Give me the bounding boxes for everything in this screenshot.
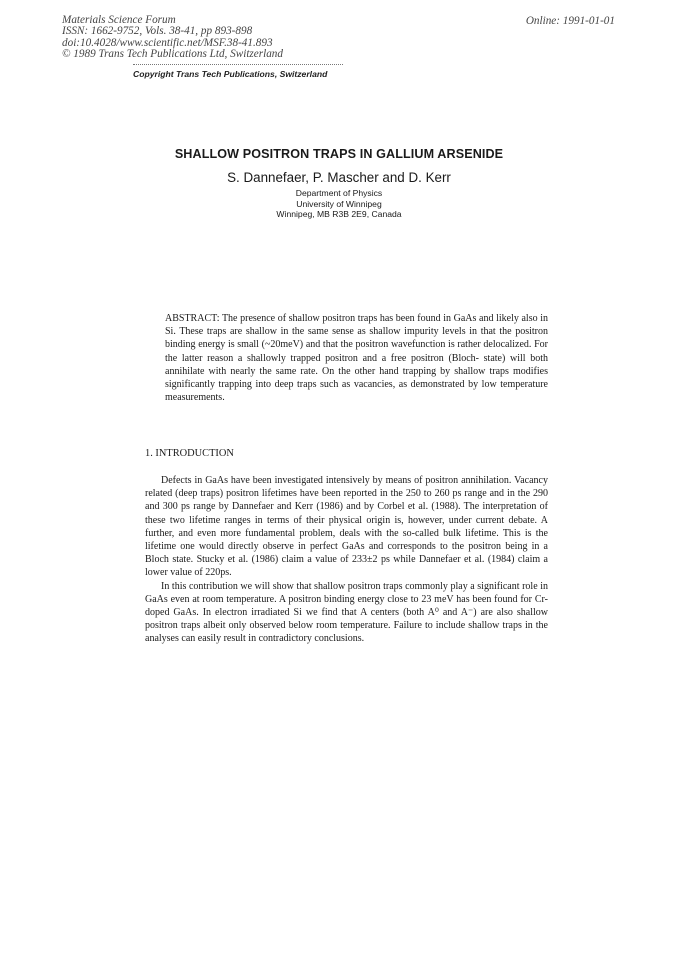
copyright-line: © 1989 Trans Tech Publications Ltd, Switzerland: [62, 48, 283, 61]
issn-line: ISSN: 1662-9752, Vols. 38-41, pp 893-898: [62, 25, 253, 38]
body-text: [145, 474, 548, 646]
journal-name: Materials Science Forum: [62, 14, 176, 26]
paper-title: SHALLOW POSITRON TRAPS IN GALLIUM ARSENIDE: [174, 147, 504, 161]
paragraph: In this contribution we will show that shallow positron traps commonly play a significant role in GaAs even at room temperature. A positron binding energy close to 23 meV has been found for Cr-doped GaAs. In electron irradiated Si we find that A centers (both A⁰ and A⁻) are also shallow positron traps albeit only observed below room temperature. Failure to include shallow traps in the analyses can easily result in contradictory conclusions.: [145, 580, 548, 645]
abstract: ABSTRACT: The presence of shallow positron traps has been found in GaAs and likely also in Si. These traps are shallow in the same sense as shallow impurity levels in that the positron binding energy is small (~20meV) and that the positron wavefunction is rather delocalized. For the latter reason a shallowly trapped positron and a free positron (Bloch- state) will both annihilate with nearly the same rate. On the other hand trapping by shallow traps modifies significantly trapping into deep traps such as vacancies, as demonstrated by low temperature measurements.: [165, 313, 548, 404]
affiliation: [0, 188, 678, 220]
doi-link[interactable]: doi:10.4028/www.scientific.net/MSF.38-41.893: [62, 36, 273, 49]
paragraph: Defects in GaAs have been investigated intensively by means of positron annihilation. Vacancy related (deep traps) positron lifetimes have been reported in the 250 to 260 ps range and in the 290 and 300 ps range by Dannefaer and Kerr (1986) and by Corbel et al. (1988). The interpretation of these two lifetime ranges in terms of their physical origin is, however, under current debate. A further, and even more fundamental problem, deals with the so-called bulk lifetime. This is the lifetime one would directly observe in perfect GaAs and corresponds to the positron being in a Bloch state. Stucky et al. (1986) claim a value of 233±2 ps while Dannefaer et al. (1984) claim a lower value of 220ps.: [145, 475, 548, 579]
affiliation-line: Department of Physics: [295, 188, 383, 198]
section-heading: 1. INTRODUCTION: [145, 448, 234, 459]
paper-authors: S. Dannefaer, P. Mascher and D. Kerr: [227, 170, 451, 185]
publication-meta: [62, 15, 283, 61]
affiliation-line: University of Winnipeg: [296, 198, 382, 209]
scan-artifact-line: [133, 64, 343, 67]
scan-copyright: Copyright Trans Tech Publications, Switzerland: [133, 69, 328, 79]
online-date: Online: 1991-01-01: [525, 15, 615, 27]
affiliation-line: Winnipeg, MB R3B 2E9, Canada: [276, 209, 402, 220]
